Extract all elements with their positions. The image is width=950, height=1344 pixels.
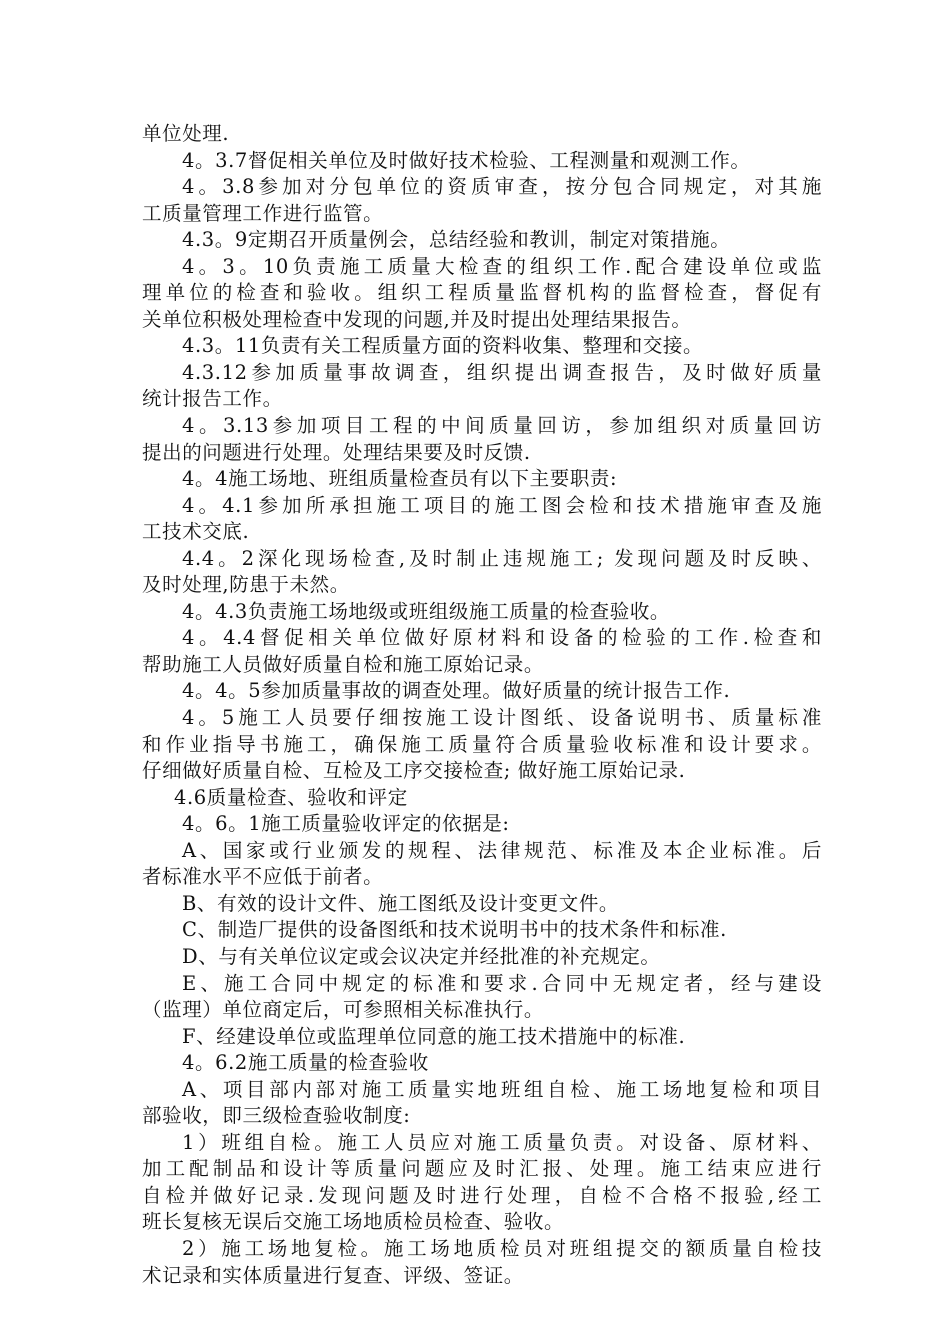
text-line: 4。6。1施工质量验收评定的依据是: [182, 812, 510, 836]
text-line: 班长复核无误后交施工场地质检员检查、验收。 [142, 1210, 565, 1234]
text-line: 单位处理. [142, 122, 230, 145]
text-line: 4。4.1参加所承担施工项目的施工图会检和技术措施审查及施 [182, 493, 822, 517]
text-line: 4.3。11负责有关工程质量方面的资料收集、整理和交接。 [182, 334, 704, 358]
text-line: 4。6.2施工质量的检查验收 [182, 1051, 429, 1075]
text-line: C、制造厂提供的设备图纸和技术说明书中的技术条件和标准. [182, 918, 727, 942]
text-line: 及时处理,防患于未然。 [142, 573, 350, 597]
text-line: 4。4施工场地、班组质量检查员有以下主要职责: [182, 467, 618, 491]
text-line: 1）班组自检。施工人员应对施工质量负责。对设备、原材料、 [182, 1130, 822, 1154]
text-line: 工技术交底. [142, 520, 250, 544]
text-line: F、经建设单位或监理单位同意的施工技术措施中的标准. [182, 1024, 686, 1048]
text-line: 4。4.4督促相关单位做好原材料和设备的检验的工作.检查和 [182, 626, 822, 650]
text-line: A、国家或行业颁发的规程、法律规范、标准及本企业标准。后 [182, 838, 822, 862]
text-line: 4。4。5参加质量事故的调查处理。做好质量的统计报告工作. [182, 679, 731, 703]
text-line: 4。3.13参加项目工程的中间质量回访，参加组织对质量回访 [182, 414, 822, 438]
text-line: B、有效的设计文件、施工图纸及设计变更文件。 [182, 891, 620, 915]
text-line: D、与有关单位议定或会议决定并经批准的补充规定。 [182, 944, 661, 968]
text-line: 4.3.12参加质量事故调查，组织提出调查报告，及时做好质量 [182, 360, 822, 384]
text-line: 4.4。2深化现场检查,及时制止违规施工; 发现问题及时反映、 [182, 546, 822, 570]
text-line: 和作业指导书施工，确保施工质量符合质量验收标准和设计要求。 [142, 732, 822, 756]
text-line: 2）施工场地复检。施工场地质检员对班组提交的额质量自检技 [182, 1236, 822, 1260]
text-line: E、施工合同中规定的标准和要求.合同中无规定者，经与建设 [182, 971, 822, 995]
text-line: 4。3。10负责施工质量大检查的组织工作.配合建设单位或监 [182, 254, 822, 278]
text-line: 自检并做好记录.发现问题及时进行处理，自检不合格不报验,经工 [142, 1183, 822, 1207]
text-line: 加工配制品和设计等质量问题应及时汇报、处理。施工结束应进行 [142, 1157, 822, 1181]
section-heading: 4.6质量检查、验收和评定 [174, 785, 408, 809]
text-line: 4.3。9定期召开质量例会，总结经验和教训，制定对策措施。 [182, 228, 731, 252]
text-line: 关单位积极处理检查中发现的问题,并及时提出处理结果报告。 [142, 307, 692, 331]
text-line: 4。4.3负责施工场地级或班组级施工质量的检查验收。 [182, 599, 671, 623]
document-body [142, 121, 822, 1289]
text-line: 4。3.8参加对分包单位的资质审查，按分包合同规定，对其施 [182, 175, 822, 199]
text-line: 部验收，即三级检查验收制度: [142, 1104, 411, 1128]
text-line: 仔细做好质量自检、互检及工序交接检查; 做好施工原始记录. [142, 759, 686, 783]
text-line: 统计报告工作。 [142, 387, 283, 411]
text-line: A、项目部内部对施工质量实地班组自检、施工场地复检和项目 [182, 1077, 822, 1101]
text-line: 工质量管理工作进行监管。 [142, 201, 384, 225]
text-line: 理单位的检查和验收。组织工程质量监督机构的监督检查，督促有 [142, 281, 822, 305]
text-line: 术记录和实体质量进行复查、评级、签证。 [142, 1263, 524, 1287]
text-line: 4。3.7督促相关单位及时做好技术检验、工程测量和观测工作。 [182, 148, 751, 172]
text-line: 帮助施工人员做好质量自检和施工原始记录。 [142, 652, 545, 676]
text-line: 提出的问题进行处理。处理结果要及时反馈. [142, 440, 531, 464]
text-line: 4。5施工人员要仔细按施工设计图纸、设备说明书、质量标准 [182, 706, 822, 730]
text-line: （监理）单位商定后，可参照相关标准执行。 [142, 998, 545, 1022]
text-line: 者标准水平不应低于前者。 [142, 865, 384, 889]
